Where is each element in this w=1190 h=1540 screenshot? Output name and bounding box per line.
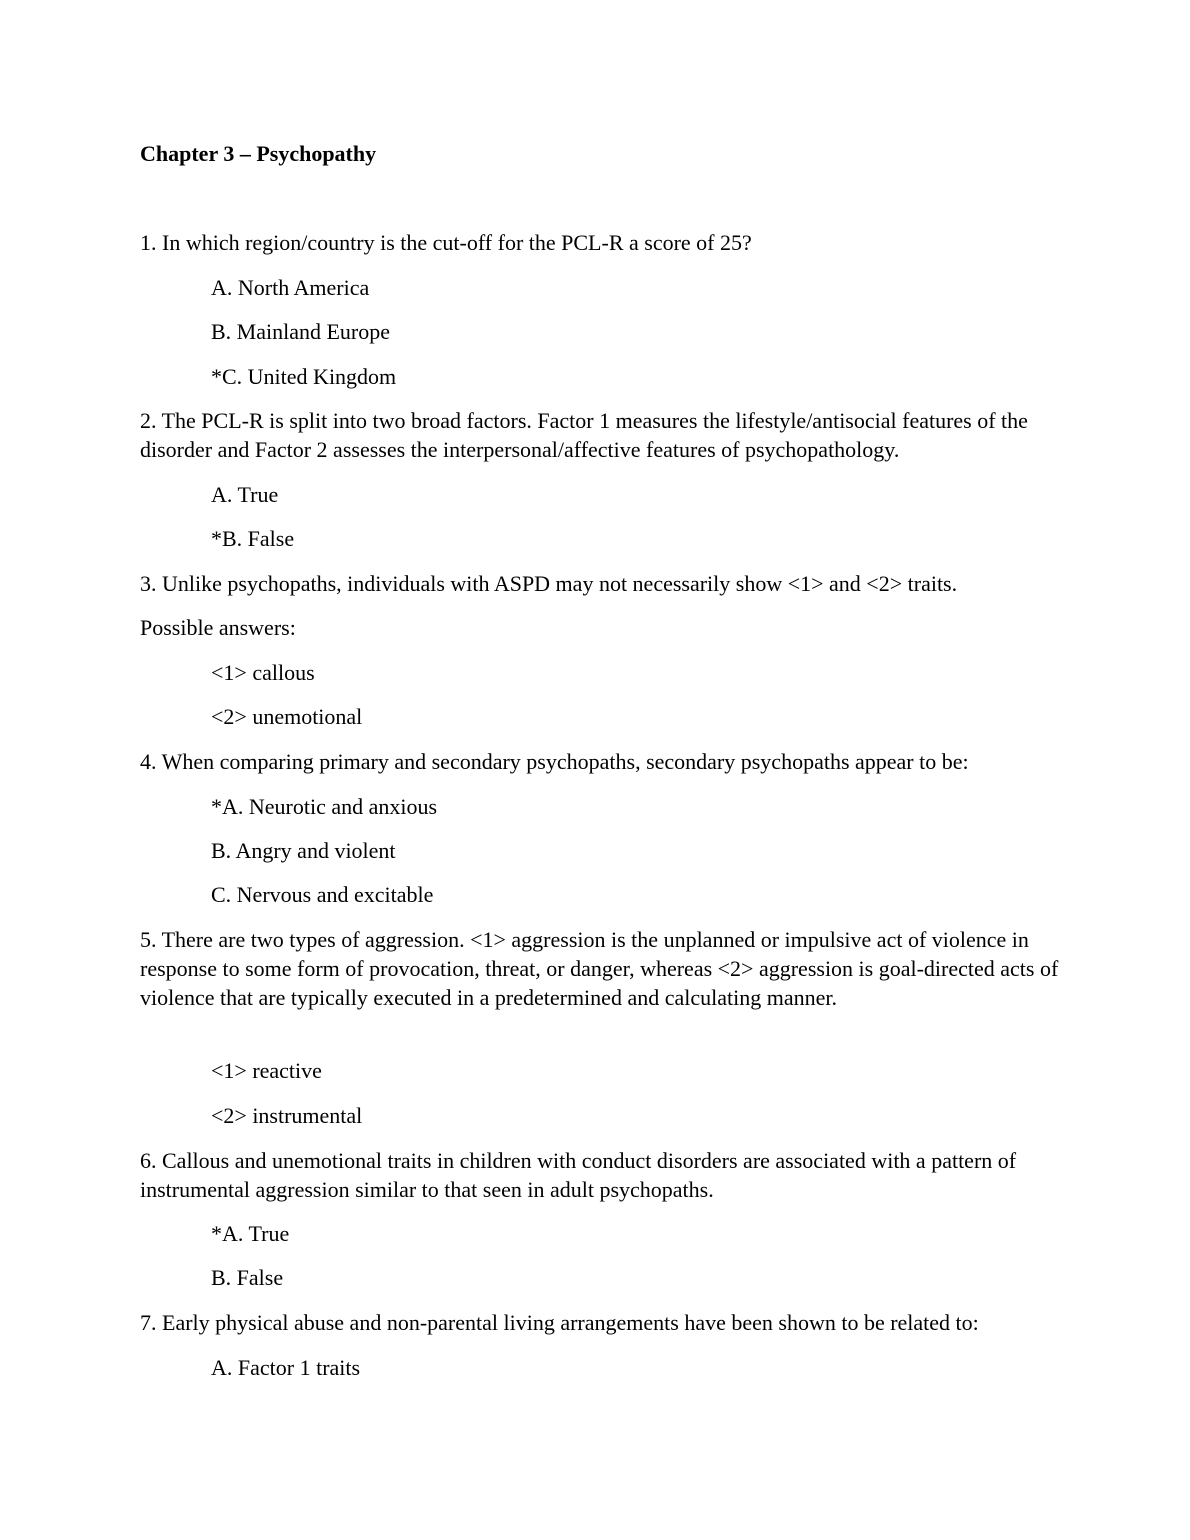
question-6-text: 6. Callous and unemotional traits in children with conduct disorders are associated with a pattern of instrumental aggression similar to that seen in adult psychopaths. [140,1148,1017,1202]
question-1-option-a: A. North America [211,275,370,300]
question-1-text: 1. In which region/country is the cut-off for the PCL-R a score of 25? [140,230,752,255]
question-5-answer-1: <1> reactive [211,1058,322,1083]
question-7-option-a: A. Factor 1 traits [211,1355,361,1380]
question-3-answer-2: <2> unemotional [211,704,363,729]
question-4-option-b: B. Angry and violent [211,838,396,863]
question-2-text: 2. The PCL-R is split into two broad factors. Factor 1 measures the lifestyle/antisocial features of the disorder and Factor 2 assesses the interpersonal/affective features of psychopathology. [140,408,1028,462]
question-7-text: 7. Early physical abuse and non-parental living arrangements have been shown to be related to: [140,1310,979,1335]
question-1-option-b: B. Mainland Europe [211,319,391,344]
question-6-option-a: *A. True [211,1221,290,1246]
question-4-text: 4. When comparing primary and secondary psychopaths, secondary psychopaths appear to be: [140,749,969,774]
question-1-option-c: *C. United Kingdom [211,364,397,389]
question-4-option-a: *A. Neurotic and anxious [211,794,438,819]
chapter-title: Chapter 3 – Psychopathy [140,141,377,166]
question-2-option-a: A. True [211,482,279,507]
question-5-text: 5. There are two types of aggression. <1> aggression is the unplanned or impulsive act of violence in response to some form of provocation, threat, or danger, whereas <2> aggression is goal-directed acts of violence that are typically executed in a predetermined and calculating manner. [140,927,1059,1010]
question-5-answer-2: <2> instrumental [211,1103,363,1128]
question-3-note: Possible answers: [140,615,296,640]
question-2-option-b: *B. False [211,526,295,551]
question-3-answer-1: <1> callous [211,660,315,685]
question-6-option-b: B. False [211,1265,284,1290]
question-3-text: 3. Unlike psychopaths, individuals with ASPD may not necessarily show <1> and <2> traits. [140,571,958,596]
question-4-option-c: C. Nervous and excitable [211,882,434,907]
